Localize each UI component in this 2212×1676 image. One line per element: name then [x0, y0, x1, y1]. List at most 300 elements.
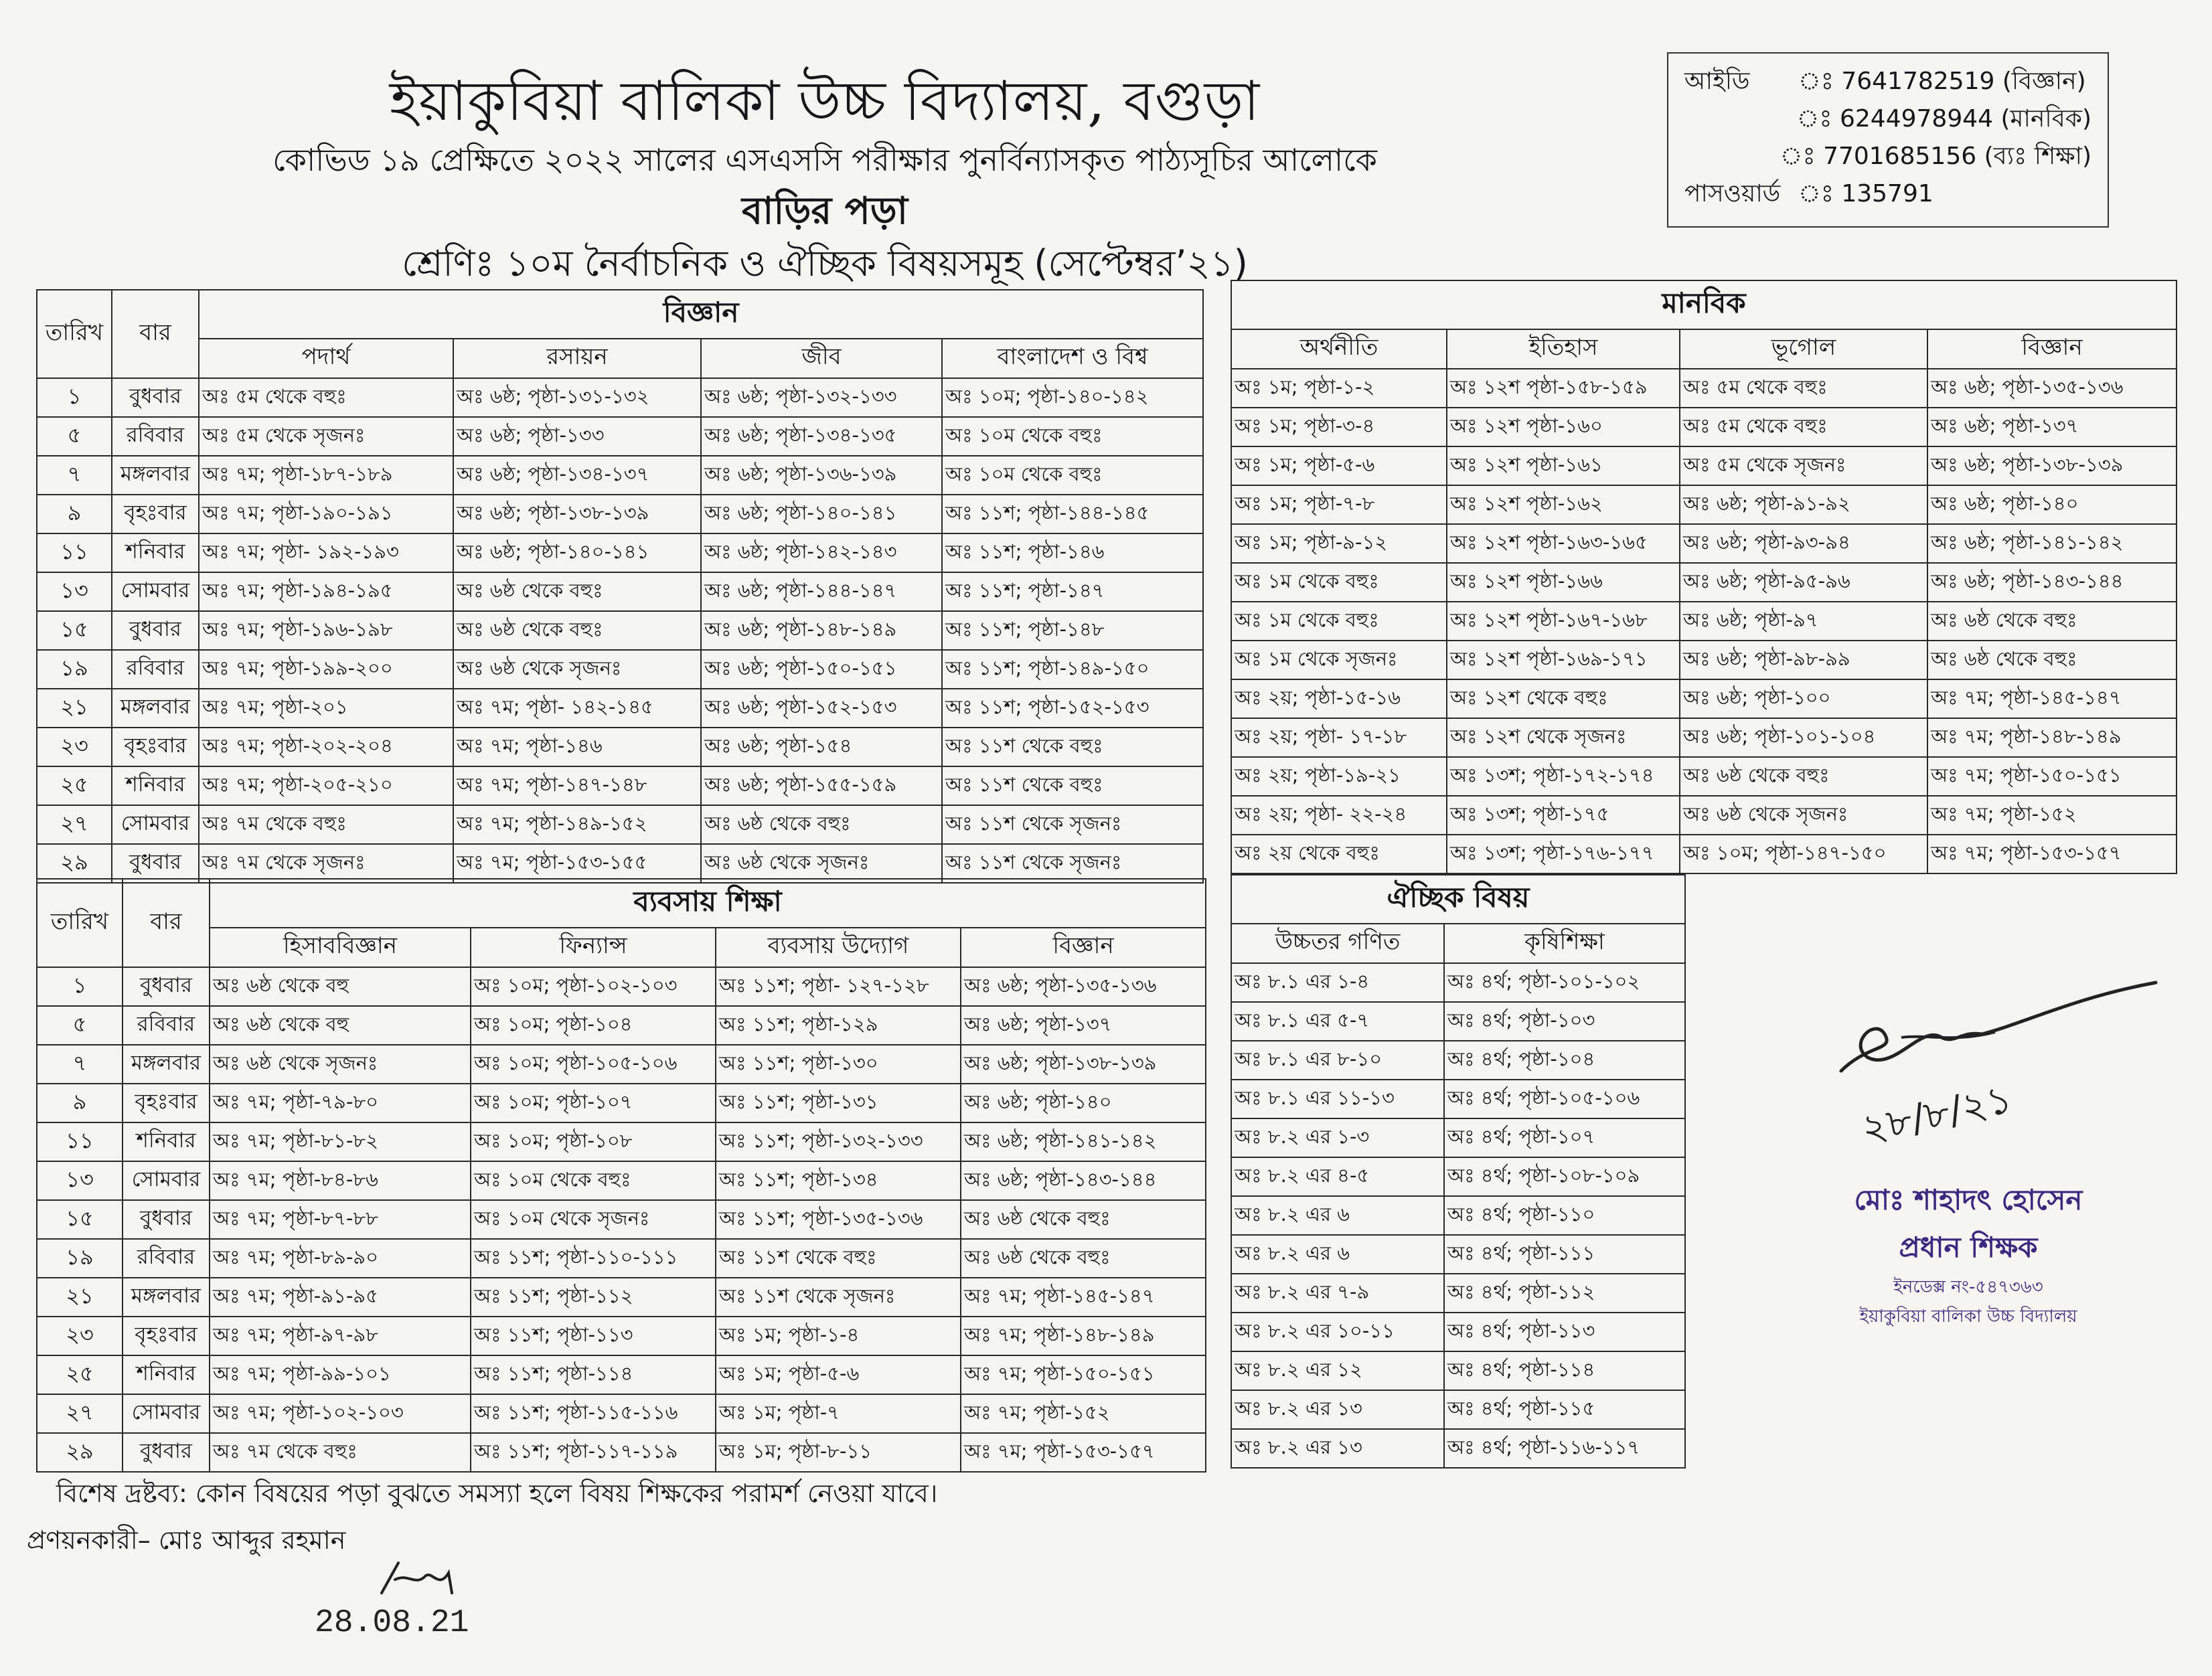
lesson-cell: অঃ ৭ম; পৃষ্ঠা-১৫৩-১৫৭	[1927, 835, 2177, 873]
lesson-cell: অঃ ৬ষ্ঠ; পৃষ্ঠা-১৪৩-১৪৪	[961, 1161, 1206, 1200]
lesson-cell: অঃ ১১শ থেকে বহুঃ	[942, 766, 1203, 805]
lesson-cell: অঃ ৮.২ এর ৪-৫	[1231, 1157, 1444, 1196]
lesson-cell: অঃ ৮.১ এর ৫-৭	[1231, 1002, 1444, 1041]
lesson-cell: অঃ ৬ষ্ঠ; পৃষ্ঠা-১৪১-১৪২	[1927, 524, 2177, 563]
table-row	[37, 1006, 1206, 1045]
lesson-cell: অঃ ১ম; পৃষ্ঠা-৫-৬	[1231, 446, 1447, 485]
lesson-cell: অঃ ১১শ; পৃষ্ঠা-১১৫-১১৬	[471, 1394, 716, 1433]
lesson-cell: অঃ ৬ষ্ঠ; পৃষ্ঠা-১০১-১০৪	[1680, 718, 1927, 757]
table-row	[37, 1355, 1206, 1394]
date-header: তারিখ	[37, 290, 112, 378]
date-cell: ১	[37, 967, 123, 1006]
lesson-cell: অঃ ৭ম থেকে বহুঃ	[210, 1433, 471, 1472]
special-note: বিশেষ দ্রষ্টব্য: কোন বিষয়ের পড়া বুঝতে সমস্যা হলে বিষয় শিক্ষকের পরামর্শ নেওয়া যাবে।	[56, 1479, 938, 1508]
lesson-cell: অঃ ৭ম; পৃষ্ঠা-১৫০-১৫১	[961, 1355, 1206, 1394]
lesson-cell: অঃ ১২শ পৃষ্ঠা-১৬৯-১৭১	[1447, 641, 1680, 679]
lesson-cell: অঃ ৭ম; পৃষ্ঠা-৮৯-৯০	[210, 1239, 471, 1278]
lesson-cell: অঃ ১১শ থেকে সৃজনঃ	[716, 1278, 961, 1317]
day-cell: বুধবার	[112, 611, 199, 650]
subject-header: উচ্চতর গণিত	[1231, 924, 1444, 963]
subject-header: ফিন্যান্স	[471, 928, 716, 967]
lesson-cell: অঃ ৭ম; পৃষ্ঠা-১৪৬	[453, 728, 701, 766]
lesson-cell: অঃ ৪র্থ; পৃষ্ঠা-১১৬-১১৭	[1444, 1429, 1685, 1468]
lesson-cell: অঃ ৭ম; পৃষ্ঠা-১৫০-১৫১	[1927, 757, 2177, 796]
day-cell: বুধবার	[123, 1433, 210, 1472]
date-cell: ১১	[37, 533, 112, 572]
subject-header: কৃষিশিক্ষা	[1444, 924, 1685, 963]
head-teacher-stamp	[1781, 1178, 2156, 1332]
table-row	[37, 495, 1203, 533]
subject-header: ব্যবসায় উদ্যোগ	[716, 928, 961, 967]
date-cell: ১৫	[37, 611, 112, 650]
lesson-cell: অঃ ৭ম; পৃষ্ঠা-১৯৪-১৯৫	[199, 572, 453, 611]
lesson-cell: অঃ ৪র্থ; পৃষ্ঠা-১০৩	[1444, 1002, 1685, 1041]
lesson-cell: অঃ ৫ম থেকে সৃজনঃ	[1680, 446, 1927, 485]
lesson-cell: অঃ ৭ম; পৃষ্ঠা- ১৯২-১৯৩	[199, 533, 453, 572]
lesson-cell: অঃ ৬ষ্ঠ থেকে বহুঃ	[961, 1200, 1206, 1239]
table-row	[37, 533, 1203, 572]
id-value: ঃ 7701685156 (ব্যঃ শিক্ষা)	[1780, 143, 2091, 170]
day-cell: মঙ্গলবার	[123, 1045, 210, 1084]
lesson-cell: অঃ ১২শ পৃষ্ঠা-১৬২	[1447, 485, 1680, 524]
lesson-cell: অঃ ৬ষ্ঠ থেকে বহুঃ	[453, 611, 701, 650]
lesson-cell: অঃ ৬ষ্ঠ থেকে বহুঃ	[453, 572, 701, 611]
lesson-cell: অঃ ৭ম; পৃষ্ঠা-৭৯-৮০	[210, 1084, 471, 1122]
lesson-cell: অঃ ৭ম; পৃষ্ঠা-৮১-৮২	[210, 1122, 471, 1161]
day-cell: বুধবার	[123, 1200, 210, 1239]
lesson-cell: অঃ ১০ম থেকে বহুঃ	[942, 456, 1203, 495]
lesson-cell: অঃ ১২শ থেকে সৃজনঃ	[1447, 718, 1680, 757]
table-row	[37, 1278, 1206, 1317]
login-row	[1684, 100, 2091, 138]
lesson-cell: অঃ ৭ম; পৃষ্ঠা-১৯৯-২০০	[199, 650, 453, 689]
lesson-cell: অঃ ৭ম; পৃষ্ঠা-১৫৩-১৫৫	[453, 844, 701, 883]
lesson-cell: অঃ ৬ষ্ঠ; পৃষ্ঠা-১৩৪-১৩৫	[701, 417, 942, 456]
lesson-cell: অঃ ৬ষ্ঠ; পৃষ্ঠা-১৩৭	[1927, 408, 2177, 446]
lesson-cell: অঃ ১১শ; পৃষ্ঠা-১১৪	[471, 1355, 716, 1394]
table-row	[37, 1045, 1206, 1084]
lesson-cell: অঃ ৭ম থেকে বহুঃ	[199, 805, 453, 844]
table-row	[37, 456, 1203, 495]
lesson-cell: অঃ ৬ষ্ঠ থেকে বহুঃ	[1680, 757, 1927, 796]
lesson-cell: অঃ ১ম থেকে সৃজনঃ	[1231, 641, 1447, 679]
group-title: মানবিক	[1231, 280, 2177, 329]
lesson-cell: অঃ ৬ষ্ঠ; পৃষ্ঠা-১৪২-১৪৩	[701, 533, 942, 572]
subject-header: বিজ্ঞান	[1927, 329, 2177, 369]
date-cell: ৭	[37, 456, 112, 495]
lesson-cell: অঃ ১ম; পৃষ্ঠা-৭-৮	[1231, 485, 1447, 524]
lesson-cell: অঃ ১১শ থেকে বহুঃ	[716, 1239, 961, 1278]
business-table-body	[37, 967, 1206, 1472]
lesson-cell: অঃ ১ম; পৃষ্ঠা-৩-৪	[1231, 408, 1447, 446]
lesson-cell: অঃ ৪র্থ; পৃষ্ঠা-১০৪	[1444, 1041, 1685, 1080]
lesson-cell: অঃ ৭ম; পৃষ্ঠা-১৪৭-১৪৮	[453, 766, 701, 805]
stamp-school: ইয়াকুবিয়া বালিকা উচ্চ বিদ্যালয়	[1859, 1307, 2077, 1327]
lesson-cell: অঃ ১১শ; পৃষ্ঠা-১৫২-১৫৩	[942, 689, 1203, 728]
lesson-cell: অঃ ৭ম; পৃষ্ঠা-১৯০-১৯১	[199, 495, 453, 533]
lesson-cell: অঃ ১ম থেকে বহুঃ	[1231, 602, 1447, 641]
lesson-cell: অঃ ৭ম; পৃষ্ঠা-১৪৫-১৪৭	[961, 1278, 1206, 1317]
lesson-cell: অঃ ৭ম; পৃষ্ঠা-৯৯-১০১	[210, 1355, 471, 1394]
humanities-table-body	[1231, 369, 2177, 873]
lesson-cell: অঃ ৫ম থেকে বহুঃ	[199, 378, 453, 417]
login-box	[1667, 52, 2109, 228]
lesson-cell: অঃ ১১শ; পৃষ্ঠা-১১৭-১১৯	[471, 1433, 716, 1472]
business-table	[36, 878, 1206, 1473]
day-cell: বুধবার	[112, 844, 199, 883]
date-header: তারিখ	[37, 879, 123, 967]
lesson-cell: অঃ ৬ষ্ঠ থেকে সৃজনঃ	[453, 650, 701, 689]
table-row	[1231, 1041, 1685, 1080]
login-row	[1684, 63, 2091, 100]
date-cell: ১৫	[37, 1200, 123, 1239]
date-cell: ১৩	[37, 1161, 123, 1200]
day-cell: শনিবার	[123, 1122, 210, 1161]
group-title: ব্যবসায় শিক্ষা	[210, 879, 1206, 928]
lesson-cell: অঃ ৬ষ্ঠ; পৃষ্ঠা-১৩৬-১৩৯	[701, 456, 942, 495]
date-cell: ১৩	[37, 572, 112, 611]
lesson-cell: অঃ ২য় থেকে বহুঃ	[1231, 835, 1447, 873]
table-row	[1231, 408, 2177, 446]
lesson-cell: অঃ ৭ম; পৃষ্ঠা-১৪৫-১৪৭	[1927, 679, 2177, 718]
lesson-cell: অঃ ৫ম থেকে বহুঃ	[1680, 408, 1927, 446]
optional-table	[1231, 874, 1686, 1469]
table-row	[1231, 524, 2177, 563]
day-cell: মঙ্গলবার	[123, 1278, 210, 1317]
login-row	[1684, 175, 2091, 213]
date-cell: ২১	[37, 1278, 123, 1317]
table-row	[37, 1161, 1206, 1200]
table-row	[37, 1084, 1206, 1122]
class-line: শ্রেণিঃ ১০ম নৈর্বাচনিক ও ঐচ্ছিক বিষয়সমূহ (সেপ্টেম্বর’২১)	[402, 242, 1248, 284]
day-header: বার	[123, 879, 210, 967]
day-cell: বুধবার	[112, 378, 199, 417]
lesson-cell: অঃ ৫ম থেকে বহুঃ	[1680, 369, 1927, 408]
day-cell: শনিবার	[112, 766, 199, 805]
lesson-cell: অঃ ১২শ পৃষ্ঠা-১৬১	[1447, 446, 1680, 485]
table-row	[1231, 1390, 1685, 1429]
lesson-cell: অঃ ৬ষ্ঠ; পৃষ্ঠা-৯১-৯২	[1680, 485, 1927, 524]
day-cell: মঙ্গলবার	[112, 689, 199, 728]
lesson-cell: অঃ ৪র্থ; পৃষ্ঠা-১০৮-১০৯	[1444, 1157, 1685, 1196]
table-row	[1231, 718, 2177, 757]
lesson-cell: অঃ ১১শ থেকে সৃজনঃ	[942, 844, 1203, 883]
day-cell: বৃহঃবার	[112, 728, 199, 766]
lesson-cell: অঃ ১ম; পৃষ্ঠা-৭	[716, 1394, 961, 1433]
lesson-cell: অঃ ১১শ; পৃষ্ঠা- ১২৭-১২৮	[716, 967, 961, 1006]
lesson-cell: অঃ ৪র্থ; পৃষ্ঠা-১০৭	[1444, 1118, 1685, 1157]
lesson-cell: অঃ ৬ষ্ঠ থেকে বহুঃ	[961, 1239, 1206, 1278]
lesson-cell: অঃ ১২শ পৃষ্ঠা-১৬৬	[1447, 563, 1680, 602]
table-row	[1231, 1002, 1685, 1041]
subject-header: জীব	[701, 339, 942, 378]
subject-header: ভূগোল	[1680, 329, 1927, 369]
subject-header: বাংলাদেশ ও বিশ্ব	[942, 339, 1203, 378]
day-cell: মঙ্গলবার	[112, 456, 199, 495]
day-cell: সোমবার	[112, 572, 199, 611]
date-cell: ১৯	[37, 1239, 123, 1278]
lesson-cell: অঃ ১০ম; পৃষ্ঠা-১৪৭-১৫০	[1680, 835, 1927, 873]
lesson-cell: অঃ ১০ম থেকে বহুঃ	[471, 1161, 716, 1200]
lesson-cell: অঃ ৭ম; পৃষ্ঠা-৮৪-৮৬	[210, 1161, 471, 1200]
lesson-cell: অঃ ৬ষ্ঠ; পৃষ্ঠা-৯৩-৯৪	[1680, 524, 1927, 563]
date-cell: ২৩	[37, 728, 112, 766]
stamp-eiin: ইনডেক্স নং-৫৪৭৩৬৩	[1893, 1277, 2043, 1297]
group-title: ঐচ্ছিক বিষয়	[1231, 875, 1685, 924]
lesson-cell: অঃ ৬ষ্ঠ থেকে সৃজনঃ	[701, 844, 942, 883]
lesson-cell: অঃ ৬ষ্ঠ; পৃষ্ঠা-১৫৫-১৫৯	[701, 766, 942, 805]
subject-header: রসায়ন	[453, 339, 701, 378]
lesson-cell: অঃ ১২শ পৃষ্ঠা-১৬০	[1447, 408, 1680, 446]
lesson-cell: অঃ ৬ষ্ঠ থেকে সৃজনঃ	[210, 1045, 471, 1084]
date-cell: ৯	[37, 1084, 123, 1122]
lesson-cell: অঃ ৮.২ এর ৬	[1231, 1196, 1444, 1235]
table-row	[1231, 1080, 1685, 1118]
lesson-cell: অঃ ৬ষ্ঠ; পৃষ্ঠা-৯৫-৯৬	[1680, 563, 1927, 602]
date-cell: ২৩	[37, 1317, 123, 1355]
subject-header: হিসাববিজ্ঞান	[210, 928, 471, 967]
table-row	[1231, 679, 2177, 718]
lesson-cell: অঃ ৬ষ্ঠ; পৃষ্ঠা-১৩৭	[961, 1006, 1206, 1045]
table-row	[37, 1239, 1206, 1278]
lesson-cell: অঃ ৮.২ এর ৭-৯	[1231, 1274, 1444, 1313]
lesson-cell: অঃ ৮.১ এর ১-৪	[1231, 963, 1444, 1002]
lesson-cell: অঃ ১২শ পৃষ্ঠা-১৫৮-১৫৯	[1447, 369, 1680, 408]
lesson-cell: অঃ ৬ষ্ঠ; পৃষ্ঠা-৯৭	[1680, 602, 1927, 641]
lesson-cell: অঃ ৬ষ্ঠ; পৃষ্ঠা-১৪৩-১৪৪	[1927, 563, 2177, 602]
login-row	[1684, 138, 2091, 175]
lesson-cell: অঃ ১ম; পৃষ্ঠা-৮-১১	[716, 1433, 961, 1472]
lesson-cell: অঃ ৭ম; পৃষ্ঠা- ১৪২-১৪৫	[453, 689, 701, 728]
lesson-cell: অঃ ৪র্থ; পৃষ্ঠা-১১৩	[1444, 1313, 1685, 1351]
subject-header: বিজ্ঞান	[961, 928, 1206, 967]
lesson-cell: অঃ ৬ষ্ঠ; পৃষ্ঠা-১৪০	[1927, 485, 2177, 524]
id-label: আইডি	[1684, 68, 1750, 95]
date-cell: ৫	[37, 417, 112, 456]
table-row	[37, 805, 1203, 844]
lesson-cell: অঃ ৪র্থ; পৃষ্ঠা-১১০	[1444, 1196, 1685, 1235]
lesson-cell: অঃ ৬ষ্ঠ; পৃষ্ঠা-১৫০-১৫১	[701, 650, 942, 689]
table-row	[37, 728, 1203, 766]
date-cell: ৭	[37, 1045, 123, 1084]
lesson-cell: অঃ ১০ম থেকে বহুঃ	[942, 417, 1203, 456]
lesson-cell: অঃ ১১শ; পৃষ্ঠা-১৪৬	[942, 533, 1203, 572]
lesson-cell: অঃ ৭ম; পৃষ্ঠা-১৯৬-১৯৮	[199, 611, 453, 650]
lesson-cell: অঃ ৭ম; পৃষ্ঠা-২০১	[199, 689, 453, 728]
lesson-cell: অঃ ১১শ; পৃষ্ঠা-১৪৪-১৪৫	[942, 495, 1203, 533]
date-cell: ১	[37, 378, 112, 417]
page-heading: বাড়ির পড়া	[742, 189, 908, 233]
lesson-cell: অঃ ১০ম থেকে সৃজনঃ	[471, 1200, 716, 1239]
lesson-cell: অঃ ৬ষ্ঠ থেকে বহু	[210, 1006, 471, 1045]
table-row	[1231, 1274, 1685, 1313]
humanities-table	[1231, 280, 2177, 874]
lesson-cell: অঃ ৪র্থ; পৃষ্ঠা-১১১	[1444, 1235, 1685, 1274]
lesson-cell: অঃ ৭ম; পৃষ্ঠা-২০৫-২১০	[199, 766, 453, 805]
lesson-cell: অঃ ১৩শ; পৃষ্ঠা-১৭২-১৭৪	[1447, 757, 1680, 796]
date-cell: ৫	[37, 1006, 123, 1045]
date-cell: ২১	[37, 689, 112, 728]
table-row	[37, 417, 1203, 456]
table-row	[37, 611, 1203, 650]
lesson-cell: অঃ ৬ষ্ঠ; পৃষ্ঠা-১৫২-১৫৩	[701, 689, 942, 728]
day-header: বার	[112, 290, 199, 378]
lesson-cell: অঃ ১০ম; পৃষ্ঠা-১৪০-১৪২	[942, 378, 1203, 417]
lesson-cell: অঃ ৬ষ্ঠ; পৃষ্ঠা-১৩৮-১৩৯	[961, 1045, 1206, 1084]
table-row	[1231, 796, 2177, 835]
lesson-cell: অঃ ১১শ; পৃষ্ঠা-১৪৭	[942, 572, 1203, 611]
day-cell: বৃহঃবার	[112, 495, 199, 533]
password-label: পাসওয়ার্ড	[1684, 180, 1781, 207]
table-row	[37, 650, 1203, 689]
table-row	[37, 1200, 1206, 1239]
lesson-cell: অঃ ১১শ; পৃষ্ঠা-১৪৮	[942, 611, 1203, 650]
subject-header: পদার্থ	[199, 339, 453, 378]
table-row	[1231, 1196, 1685, 1235]
date-cell: ২৭	[37, 805, 112, 844]
lesson-cell: অঃ ৬ষ্ঠ; পৃষ্ঠা-১৩৩	[453, 417, 701, 456]
lesson-cell: অঃ ১১শ থেকে সৃজনঃ	[942, 805, 1203, 844]
table-row	[1231, 485, 2177, 524]
lesson-cell: অঃ ৬ষ্ঠ থেকে সৃজনঃ	[1680, 796, 1927, 835]
lesson-cell: অঃ ১২শ পৃষ্ঠা-১৬৩-১৬৫	[1447, 524, 1680, 563]
lesson-cell: অঃ ৭ম; পৃষ্ঠা-৯৭-৯৮	[210, 1317, 471, 1355]
lesson-cell: অঃ ৬ষ্ঠ; পৃষ্ঠা-১৪০	[961, 1084, 1206, 1122]
day-cell: সোমবার	[112, 805, 199, 844]
lesson-cell: অঃ ১ম; পৃষ্ঠা-১-২	[1231, 369, 1447, 408]
table-row	[37, 766, 1203, 805]
lesson-cell: অঃ ৬ষ্ঠ; পৃষ্ঠা-১৩৪-১৩৭	[453, 456, 701, 495]
table-row	[37, 967, 1206, 1006]
lesson-cell: অঃ ৮.২ এর ১-৩	[1231, 1118, 1444, 1157]
table-row	[1231, 963, 1685, 1002]
lesson-cell: অঃ ৬ষ্ঠ; পৃষ্ঠা-১৩৫-১৩৬	[1927, 369, 2177, 408]
lesson-cell: অঃ ৬ষ্ঠ থেকে বহু	[210, 967, 471, 1006]
table-row	[1231, 1118, 1685, 1157]
lesson-cell: অঃ ১১শ; পৃষ্ঠা-১৩৫-১৩৬	[716, 1200, 961, 1239]
lesson-cell: অঃ ১৩শ; পৃষ্ঠা-১৭৫	[1447, 796, 1680, 835]
lesson-cell: অঃ ৭ম; পৃষ্ঠা-১৪৯-১৫২	[453, 805, 701, 844]
table-row	[1231, 369, 2177, 408]
lesson-cell: অঃ ১১শ; পৃষ্ঠা-১১০-১১১	[471, 1239, 716, 1278]
lesson-cell: অঃ ২য়; পৃষ্ঠা- ২২-২৪	[1231, 796, 1447, 835]
lesson-cell: অঃ ৭ম; পৃষ্ঠা-১৮৭-১৮৯	[199, 456, 453, 495]
lesson-cell: অঃ ১০ম; পৃষ্ঠা-১০৫-১০৬	[471, 1045, 716, 1084]
day-cell: রবিবার	[112, 650, 199, 689]
lesson-cell: অঃ ৮.১ এর ৮-১০	[1231, 1041, 1444, 1080]
table-row	[37, 1122, 1206, 1161]
lesson-cell: অঃ ৬ষ্ঠ থেকে বহুঃ	[701, 805, 942, 844]
table-row	[37, 689, 1203, 728]
lesson-cell: অঃ ৭ম; পৃষ্ঠা-১৫২	[961, 1394, 1206, 1433]
lesson-cell: অঃ ১০ম; পৃষ্ঠা-১০৭	[471, 1084, 716, 1122]
day-cell: শনিবার	[123, 1355, 210, 1394]
lesson-cell: অঃ ২য়; পৃষ্ঠা- ১৭-১৮	[1231, 718, 1447, 757]
lesson-cell: অঃ ৭ম; পৃষ্ঠা-১৪৮-১৪৯	[1927, 718, 2177, 757]
lesson-cell: অঃ ৭ম; পৃষ্ঠা-১৫৩-১৫৭	[961, 1433, 1206, 1472]
lesson-cell: অঃ ৪র্থ; পৃষ্ঠা-১১২	[1444, 1274, 1685, 1313]
lesson-cell: অঃ ১৩শ; পৃষ্ঠা-১৭৬-১৭৭	[1447, 835, 1680, 873]
lesson-cell: অঃ ৬ষ্ঠ; পৃষ্ঠা-১৩২-১৩৩	[701, 378, 942, 417]
lesson-cell: অঃ ৫ম থেকে সৃজনঃ	[199, 417, 453, 456]
date-cell: ২৭	[37, 1394, 123, 1433]
lesson-cell: অঃ ১ম থেকে বহুঃ	[1231, 563, 1447, 602]
subject-header: ইতিহাস	[1447, 329, 1680, 369]
table-row	[1231, 641, 2177, 679]
table-row	[37, 1317, 1206, 1355]
lesson-cell: অঃ ১১শ; পৃষ্ঠা-১৩৪	[716, 1161, 961, 1200]
lesson-cell: অঃ ৬ষ্ঠ; পৃষ্ঠা-১৩৮-১৩৯	[453, 495, 701, 533]
lesson-cell: অঃ ১২শ থেকে বহুঃ	[1447, 679, 1680, 718]
password-value: ঃ 135791	[1798, 180, 1933, 207]
lesson-cell: অঃ ২য়; পৃষ্ঠা-১৫-১৬	[1231, 679, 1447, 718]
lesson-cell: অঃ ৬ষ্ঠ থেকে বহুঃ	[1927, 641, 2177, 679]
lesson-cell: অঃ ১১শ; পৃষ্ঠা-১২৯	[716, 1006, 961, 1045]
lesson-cell: অঃ ১ম; পৃষ্ঠা-৫-৬	[716, 1355, 961, 1394]
lesson-cell: অঃ ৬ষ্ঠ; পৃষ্ঠা-১৩১-১৩২	[453, 378, 701, 417]
subtitle: কোভিড ১৯ প্রেক্ষিতে ২০২২ সালের এসএসসি পরীক্ষার পুনর্বিন্যাসকৃত পাঠ্যসূচির আলোকে	[272, 142, 1377, 178]
date-cell: ২৯	[37, 1433, 123, 1472]
subject-header: অর্থনীতি	[1231, 329, 1447, 369]
lesson-cell: অঃ ১২শ পৃষ্ঠা-১৬৭-১৬৮	[1447, 602, 1680, 641]
date-cell: ২৯	[37, 844, 112, 883]
lesson-cell: অঃ ৮.২ এর ১২	[1231, 1351, 1444, 1390]
date-cell: ২৫	[37, 766, 112, 805]
table-row	[1231, 1351, 1685, 1390]
lesson-cell: অঃ ১১শ; পৃষ্ঠা-১৩১	[716, 1084, 961, 1122]
prepared-by: প্রণয়নকারী– মোঃ আব্দুর রহমান	[27, 1525, 346, 1555]
table-row	[1231, 446, 2177, 485]
lesson-cell: অঃ ১১শ; পৃষ্ঠা-১১২	[471, 1278, 716, 1317]
lesson-cell: অঃ ৪র্থ; পৃষ্ঠা-১০৫-১০৬	[1444, 1080, 1685, 1118]
lesson-cell: অঃ ৬ষ্ঠ থেকে বহুঃ	[1927, 602, 2177, 641]
lesson-cell: অঃ ৬ষ্ঠ; পৃষ্ঠা-১৪১-১৪২	[961, 1122, 1206, 1161]
table-row	[1231, 1313, 1685, 1351]
lesson-cell: অঃ ৭ম; পৃষ্ঠা-১০২-১০৩	[210, 1394, 471, 1433]
table-row	[37, 572, 1203, 611]
lesson-cell: অঃ ১ম; পৃষ্ঠা-৯-১২	[1231, 524, 1447, 563]
table-row	[1231, 1235, 1685, 1274]
lesson-cell: অঃ ৪র্থ; পৃষ্ঠা-১১৫	[1444, 1390, 1685, 1429]
lesson-cell: অঃ ১১শ থেকে বহুঃ	[942, 728, 1203, 766]
id-value: ঃ 6244978944 (মানবিক)	[1796, 105, 2091, 133]
lesson-cell: অঃ ৬ষ্ঠ; পৃষ্ঠা-১৫৪	[701, 728, 942, 766]
science-table-body	[37, 378, 1203, 883]
table-row	[37, 1433, 1206, 1472]
date-cell: ৯	[37, 495, 112, 533]
signature-date: ২৮/৮/২১	[1857, 1076, 2017, 1152]
day-cell: রবিবার	[123, 1006, 210, 1045]
group-title: বিজ্ঞান	[199, 290, 1203, 339]
table-row	[1231, 563, 2177, 602]
date-cell: ২৫	[37, 1355, 123, 1394]
lesson-cell: অঃ ৭ম; পৃষ্ঠা-৮৭-৮৮	[210, 1200, 471, 1239]
day-cell: সোমবার	[123, 1161, 210, 1200]
id-value: ঃ 7641782519 (বিজ্ঞান)	[1798, 68, 2086, 95]
lesson-cell: অঃ ৭ম; পৃষ্ঠা-১৪৮-১৪৯	[961, 1317, 1206, 1355]
table-row	[1231, 602, 2177, 641]
table-row	[1231, 1157, 1685, 1196]
lesson-cell: অঃ ১ম; পৃষ্ঠা-১-৪	[716, 1317, 961, 1355]
table-row	[37, 844, 1203, 883]
lesson-cell: অঃ ৬ষ্ঠ; পৃষ্ঠা-৯৮-৯৯	[1680, 641, 1927, 679]
day-cell: শনিবার	[112, 533, 199, 572]
lesson-cell: অঃ ৭ম; পৃষ্ঠা-১৫২	[1927, 796, 2177, 835]
lesson-cell: অঃ ১১শ; পৃষ্ঠা-১৩০	[716, 1045, 961, 1084]
lesson-cell: অঃ ৮.২ এর ১৩	[1231, 1429, 1444, 1468]
lesson-cell: অঃ ৮.১ এর ১১-১৩	[1231, 1080, 1444, 1118]
author-signature	[375, 1553, 469, 1606]
